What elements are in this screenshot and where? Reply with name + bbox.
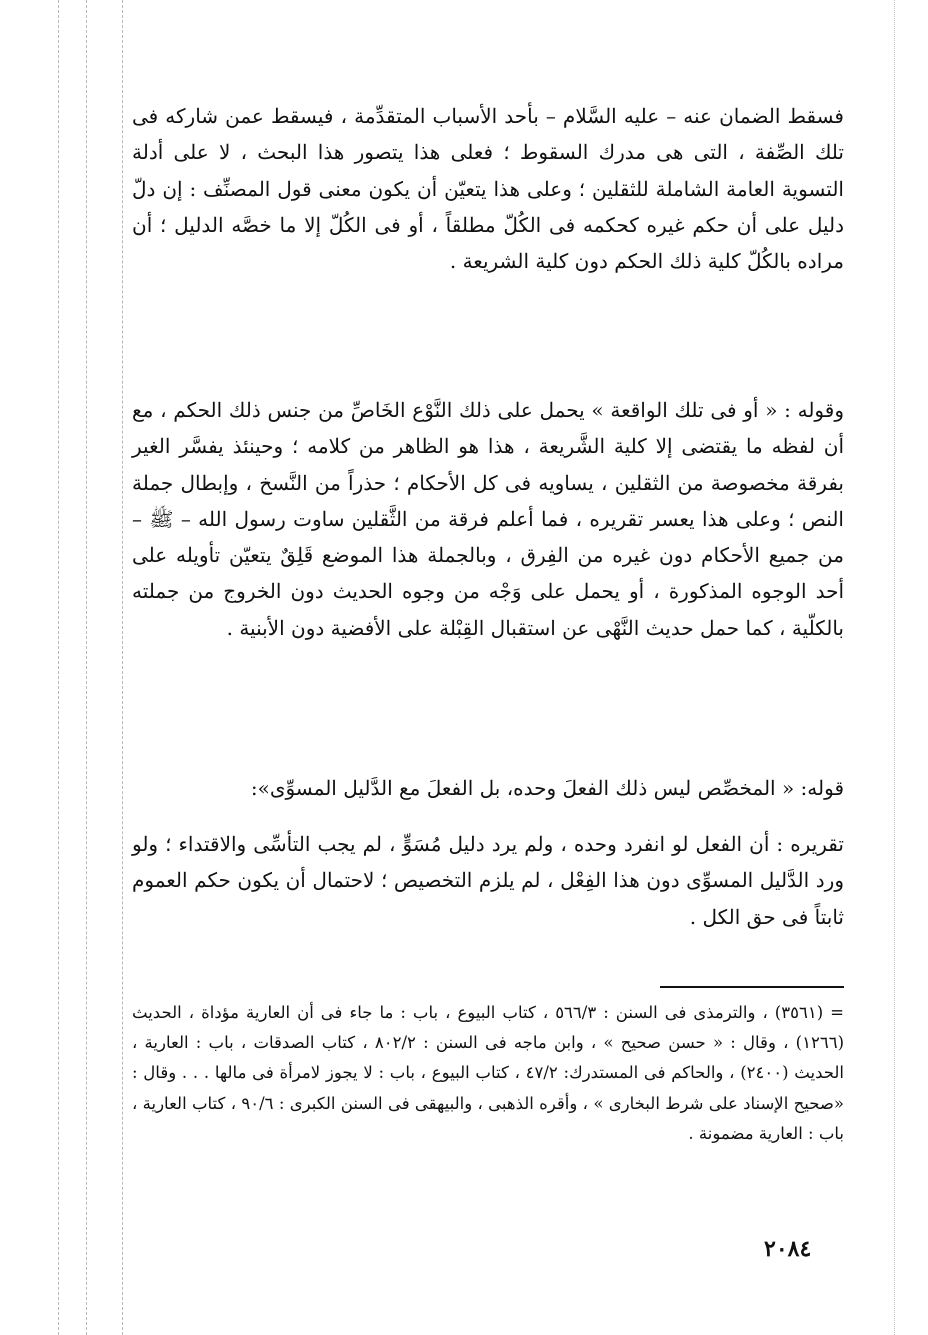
quoted-statement: قوله: « المخصِّص ليس ذلك الفعلَ وحده، بل الفعلَ مع الدَّليل المسوِّى»: [250, 776, 844, 800]
scan-margin-line [58, 0, 59, 1335]
scan-margin-line [122, 0, 123, 1335]
body-paragraph: فسقط الضمان عنه – عليه السَّلام – بأحد الأسباب المتقدِّمة ، فيسقط عمن شاركه فى تلك الصِّفة ، التى هى مدرك السقوط ؛ فعلى هذا يتصور هذا البحث ، لا على أدلة التسوية العامة الشاملة للثقلين ؛ وعلى هذا يتعيّن أن يكون معنى قول المصنِّف : إن دلّ دليل على أن حكم غيره كحكمه فى الكُلّ مطلقاً ، أو فى الكُلّ إلا ما خصَّه الدليل ؛ أن مراده بالكُلّ كلية ذلك الحكم دون كلية الشريعة . [132, 104, 845, 274]
page-number: ٢٠٨٤ [764, 1236, 812, 1262]
scan-margin-line [86, 0, 87, 1335]
footnote-separator [660, 986, 844, 988]
scan-margin-line [894, 0, 895, 1335]
body-paragraph: تقريره : أن الفعل لو انفرد وحده ، ولم يرد دليل مُسَوٍّ ، لم يجب التأسِّى والاقتداء ؛ ولو ورد الدَّليل المسوِّى دون هذا الفِعْل ، لم يلزم التخصيص ؛ لاحتمال أن يكون حكم العموم ثابتاً فى حق الكل . [132, 832, 844, 929]
body-paragraph: وقوله : « أو فى تلك الواقعة » يحمل على ذلك النَّوْع الخَاصِّ من جنس ذلك الحكم ، مع أن لفظه ما يقتضى إلا كلية الشَّريعة ، هذا هو الظاهر من كلامه ؛ وحينئذ يفسَّر الغير بفرقة مخصوصة من الثقلين ، يساويه فى كل الأحكام ؛ حذراً من النَّسخ ، وإبطال جملة النص ؛ وعلى هذا يعسر تقريره ، فما أعلم فرقة من الثَّقلين ساوت رسول الله – ﷺ – من جميع الأحكام دون غيره من الفِرق ، وبالجملة هذا الموضع قَلِقٌ يتعيّن تأويله على أحد الوجوه المذكورة ، أو يحمل على وَجْه من وجوه الحديث دون الخروج من جملته بالكلّية ، كما حمل حديث النَّهْى عن استقبال القِبْلة على الأفضية دون الأبنية . [132, 398, 844, 640]
footnote: = (٣٥٦١) ، والترمذى فى السنن : ٥٦٦/٣ ، كتاب البيوع ، باب : ما جاء فى أن العارية مؤداة ، الحديث (١٢٦٦) ، وقال : « حسن صحيح » ، وابن ماجه فى السنن : ٨٠٢/٢ ، كتاب الصدقات ، باب : العارية ، الحديث (٢٤٠٠) ، والحاكم فى المستدرك: ٤٧/٢ ، كتاب البيوع ، باب : لا يجوز لامرأة فى مالها . . . وقال : «صحيح الإسناد على شرط البخارى » ، وأقره الذهبى ، والبيهقى فى السنن الكبرى : ٩٠/٦ ، كتاب العارية ، باب : العارية مضمونة . [132, 1003, 845, 1143]
